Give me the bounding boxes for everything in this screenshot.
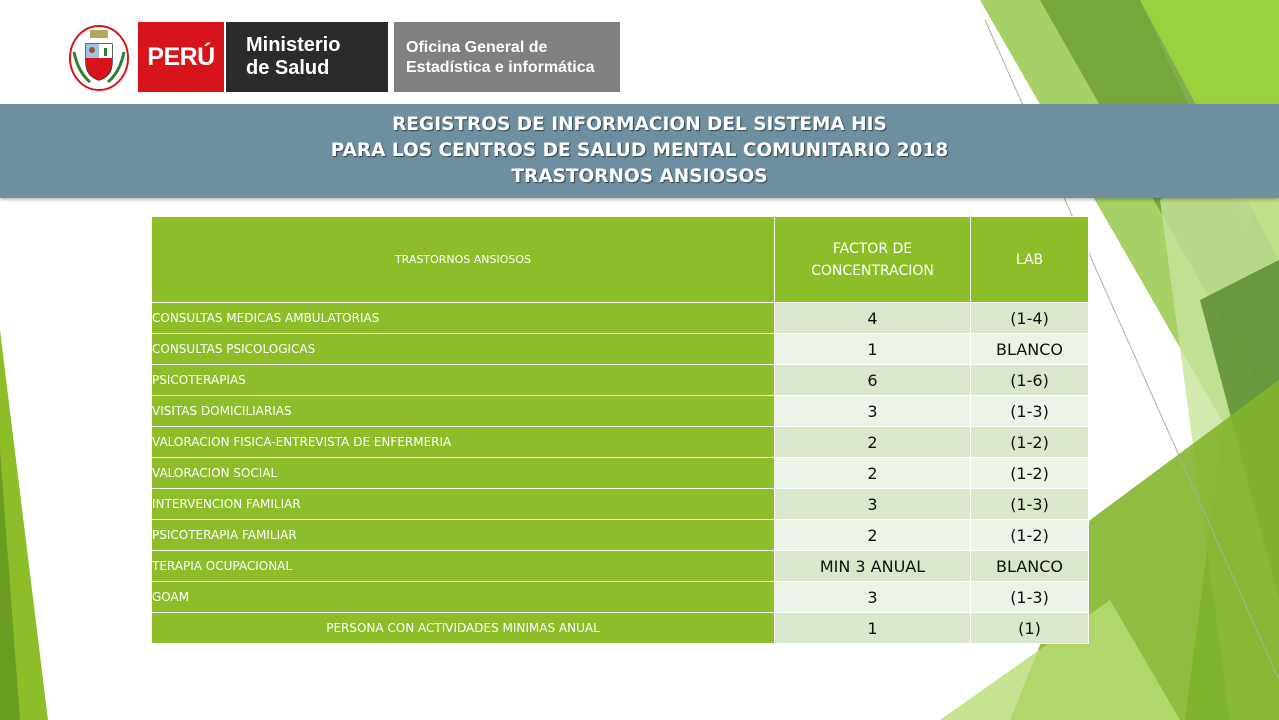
row-factor: 3 [775, 396, 971, 427]
row-name: GOAM [152, 582, 775, 613]
row-lab: (1-2) [971, 458, 1089, 489]
ministerio-de-salud-logo: Ministerio de Salud [226, 22, 388, 92]
row-factor: 3 [775, 489, 971, 520]
row-lab: (1-6) [971, 365, 1089, 396]
row-factor: 1 [775, 334, 971, 365]
row-name: INTERVENCION FAMILIAR [152, 489, 775, 520]
row-lab: (1-3) [971, 396, 1089, 427]
row-lab: (1-2) [971, 520, 1089, 551]
title-banner [0, 104, 1279, 198]
table-row [152, 427, 1089, 458]
row-name: VALORACION FISICA-ENTREVISTA DE ENFERMERIA [152, 427, 775, 458]
table-row [152, 365, 1089, 396]
table-row [152, 613, 1089, 644]
row-name: CONSULTAS PSICOLOGICAS [152, 334, 775, 365]
row-lab: (1-4) [971, 303, 1089, 334]
title-line-1: REGISTROS DE INFORMACION DEL SISTEMA HIS [392, 114, 887, 135]
table-row [152, 303, 1089, 334]
title-line-3: TRASTORNOS ANSIOSOS [511, 166, 768, 187]
row-name: VALORACION SOCIAL [152, 458, 775, 489]
table-row [152, 334, 1089, 365]
row-name: PSICOTERAPIAS [152, 365, 775, 396]
table-row [152, 551, 1089, 582]
table-row [152, 582, 1089, 613]
row-name: PSICOTERAPIA FAMILIAR [152, 520, 775, 551]
peru-logo: PERÚ [138, 22, 224, 92]
row-factor: 4 [775, 303, 971, 334]
row-lab: (1-2) [971, 427, 1089, 458]
row-factor: 3 [775, 582, 971, 613]
row-factor: MIN 3 ANUAL [775, 551, 971, 582]
row-lab: BLANCO [971, 551, 1089, 582]
column-header-lab: LAB [971, 217, 1089, 303]
table-row [152, 489, 1089, 520]
row-lab: BLANCO [971, 334, 1089, 365]
data-table [151, 216, 1089, 644]
column-header-factor: FACTOR DE CONCENTRACION [775, 217, 971, 303]
title-line-2: PARA LOS CENTROS DE SALUD MENTAL COMUNITARIO 2018 [330, 140, 949, 161]
row-lab: (1-3) [971, 489, 1089, 520]
coat-of-arms-icon [68, 22, 130, 92]
row-name: PERSONA CON ACTIVIDADES MINIMAS ANUAL [152, 613, 775, 644]
table-row [152, 520, 1089, 551]
row-factor: 1 [775, 613, 971, 644]
oficina-general-logo: Oficina General de Estadística e informática [394, 22, 620, 92]
row-name: CONSULTAS MEDICAS AMBULATORIAS [152, 303, 775, 334]
row-lab: (1) [971, 613, 1089, 644]
row-factor: 6 [775, 365, 971, 396]
row-name: TERAPIA OCUPACIONAL [152, 551, 775, 582]
row-name: VISITAS DOMICILIARIAS [152, 396, 775, 427]
table-row [152, 396, 1089, 427]
row-factor: 2 [775, 520, 971, 551]
table-header-row [152, 217, 1089, 303]
row-factor: 2 [775, 427, 971, 458]
row-factor: 2 [775, 458, 971, 489]
row-lab: (1-3) [971, 582, 1089, 613]
table-row [152, 458, 1089, 489]
column-header-name: TRASTORNOS ANSIOSOS [152, 217, 775, 303]
